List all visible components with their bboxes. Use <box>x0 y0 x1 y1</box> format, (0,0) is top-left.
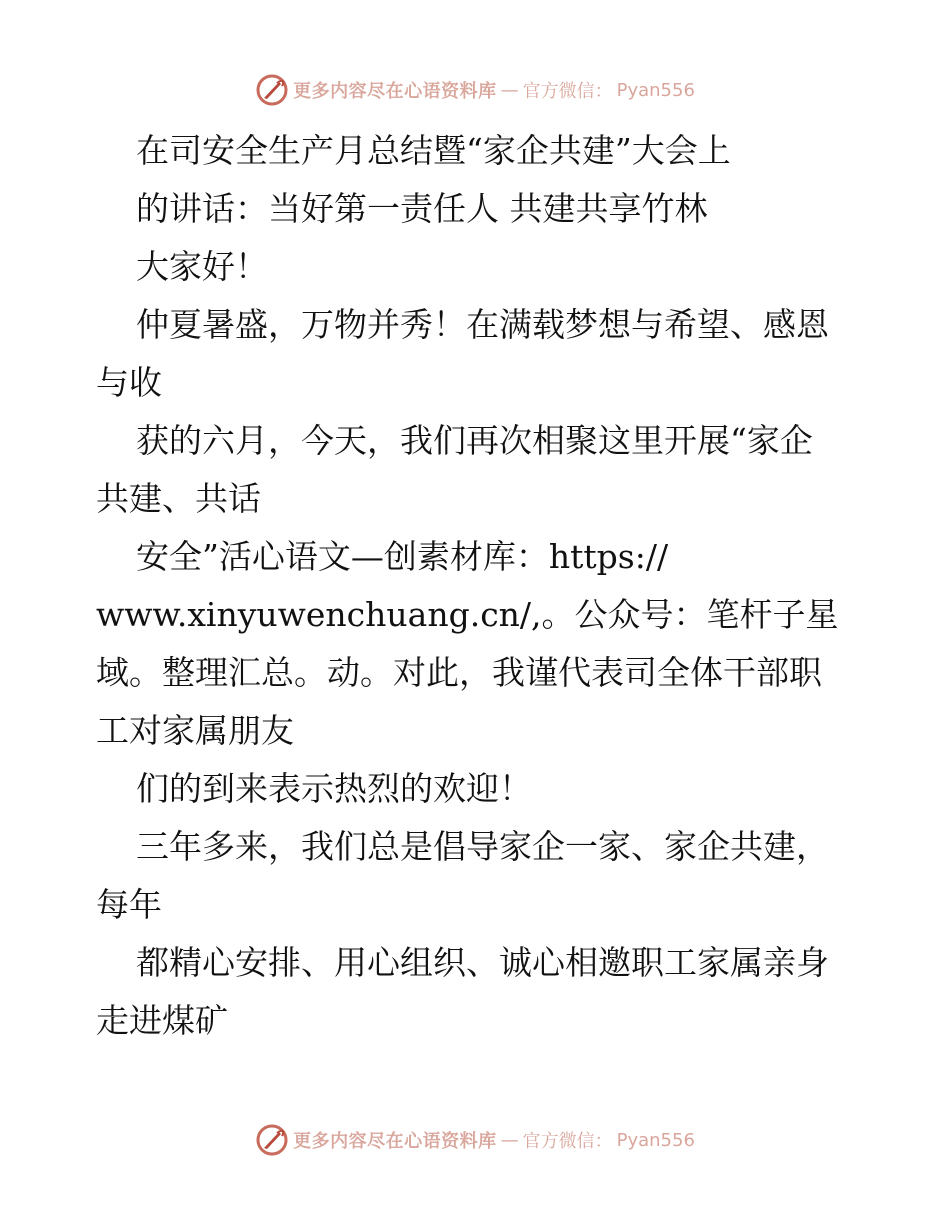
paragraph-line: 获的六月，今天，我们再次相聚这里开展“家企 <box>136 421 813 460</box>
watermark-wechat-label: 官方微信： <box>522 81 613 102</box>
paragraph-line: www.xinyuwenchuang.cn/,。公众号：笔杆子星 <box>96 595 839 634</box>
watermark-wechat-label: 官方微信： <box>522 1131 613 1152</box>
paragraph-line: 安全”活心语文—创素材库：https:// <box>136 537 669 576</box>
paragraph-line: 每年 <box>96 885 162 924</box>
watermark-group <box>255 1123 695 1157</box>
paragraph-line: 仲夏暑盛，万物并秀！在满载梦想与希望、感恩 <box>136 305 829 344</box>
watermark-wechat-id: Pyan556 <box>616 79 695 101</box>
header-watermark <box>0 70 950 110</box>
footer-watermark <box>0 1120 950 1160</box>
watermark-separator: — <box>500 79 519 101</box>
watermark-separator: — <box>500 1129 519 1151</box>
watermark-wechat-id: Pyan556 <box>616 1129 695 1151</box>
watermark-group <box>255 73 695 107</box>
quill-logo-icon <box>255 73 289 107</box>
paragraph-line: 共建、共话 <box>96 479 261 518</box>
document-body <box>96 122 856 1050</box>
paragraph-line: 与收 <box>96 363 162 402</box>
quill-logo-icon <box>255 1123 289 1157</box>
paragraph-line: 三年多来，我们总是倡导家企一家、家企共建， <box>136 827 829 866</box>
paragraph-line: 走进煤矿 <box>96 1001 228 1040</box>
title-line-2: 的讲话：当好第一责任人 共建共享竹林 <box>136 189 708 228</box>
watermark-brand-text: 更多内容尽在心语资料库 <box>293 1131 497 1152</box>
paragraph-line: 工对家属朋友 <box>96 711 294 750</box>
greeting-line: 大家好！ <box>136 247 268 286</box>
paragraph-line: 都精心安排、用心组织、诚心相邀职工家属亲身 <box>136 943 829 982</box>
paragraph-line: 们的到来表示热烈的欢迎！ <box>136 769 532 808</box>
paragraph-line: 域。整理汇总。动。对此，我谨代表司全体干部职 <box>96 653 822 692</box>
watermark-brand-text: 更多内容尽在心语资料库 <box>293 81 497 102</box>
title-line-1: 在司安全生产月总结暨“家企共建”大会上 <box>136 131 731 170</box>
